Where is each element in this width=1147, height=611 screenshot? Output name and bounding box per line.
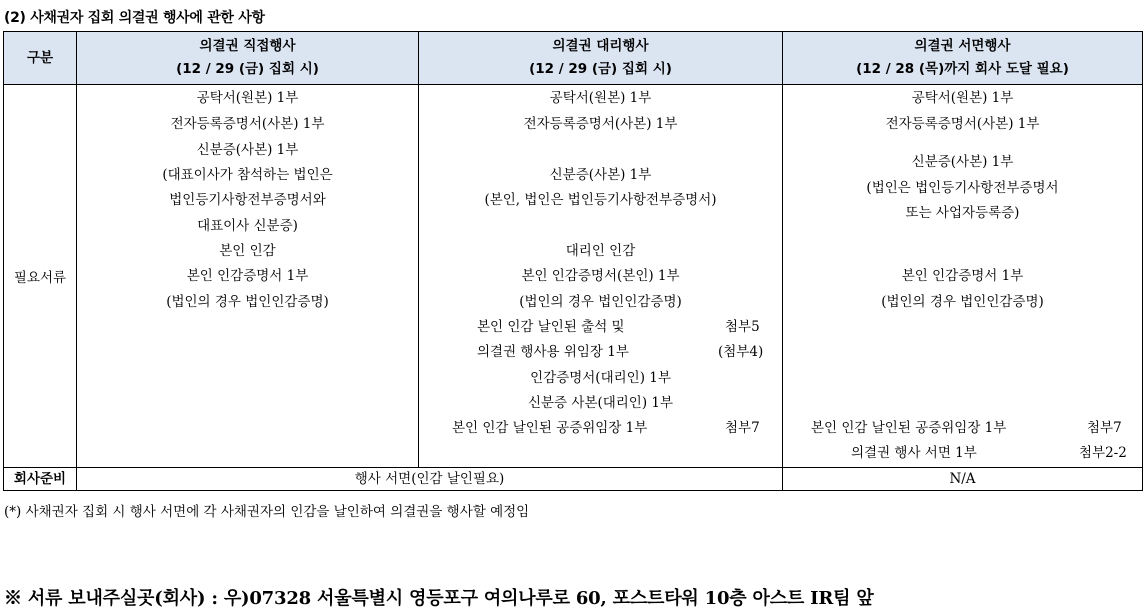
attachment-note: (첨부4): [718, 344, 764, 360]
header-written-date: (12 / 28 (목)까지 회사 도달 필요): [856, 61, 1069, 77]
header-direct-title: 의결권 직접행사: [199, 38, 296, 54]
doc-line: 인감증명서(대리인) 1부: [530, 370, 671, 386]
doc-line: 공탁서(원본) 1부: [549, 90, 652, 106]
company-direct-proxy-value: 행사 서면(인감 날인필요): [77, 468, 783, 491]
company-written-value: N/A: [783, 468, 1143, 491]
section-title: (2) 사채권자 집회 의결권 행사에 관한 사항: [4, 10, 265, 26]
doc-line: 본인 인감 날인된 공증위임장 1부 첨부7: [419, 417, 782, 439]
header-direct: [77, 32, 419, 85]
header-written: [783, 32, 1143, 85]
doc-line: 대표이사 신분증): [197, 218, 298, 234]
doc-line: 본인 인감: [219, 243, 276, 259]
doc-line: (법인은 법인등기사항전부증명서: [866, 180, 1059, 196]
doc-line: 본인 인감증명서 1부: [186, 268, 309, 284]
required-docs-row: [4, 85, 1143, 468]
doc-line: (본인, 법인은 법인등기사항전부증명서): [484, 192, 717, 208]
doc-line: 법인등기사항전부증명서와: [169, 192, 326, 208]
doc-line: 전자등록증명서(사본) 1부: [523, 116, 678, 132]
attachment-note: 첨부5: [725, 319, 760, 335]
voting-rights-table: [3, 31, 1143, 491]
attachment-note: 첨부7: [1087, 420, 1122, 436]
direct-docs-cell: [77, 85, 419, 468]
doc-line: 공탁서(원본) 1부: [911, 90, 1014, 106]
doc-line: 또는 사업자등록증): [905, 205, 1020, 221]
header-proxy-title: 의결권 대리행사: [552, 38, 649, 54]
doc-line: 본인 인감증명서 1부: [901, 268, 1024, 284]
doc-line: 본인 인감증명서(본인) 1부: [521, 268, 680, 284]
doc-line: (법인의 경우 법인인감증명): [519, 294, 682, 310]
header-gubun: 구분: [4, 32, 77, 85]
doc-line: 신분증 사본(대리인) 1부: [527, 395, 674, 411]
required-docs-label: 필요서류: [4, 85, 77, 468]
doc-line: 신분증(사본) 1부: [549, 167, 652, 183]
doc-line: 대리인 인감: [565, 243, 636, 259]
doc-line: 본인 인감 날인된 공증위임장 1부 첨부7: [783, 417, 1142, 439]
header-proxy-date: (12 / 29 (금) 집회 시): [529, 61, 672, 77]
company-row: [4, 468, 1143, 491]
attachment-note: 첨부2-2: [1079, 445, 1127, 461]
attachment-note: 첨부7: [725, 420, 760, 436]
header-proxy: [419, 32, 783, 85]
doc-line: (법인의 경우 법인인감증명): [881, 294, 1044, 310]
doc-line: 의결권 행사 서면 1부 첨부2-2: [783, 442, 1142, 464]
header-direct-date: (12 / 29 (금) 집회 시): [176, 61, 319, 77]
company-label: 회사준비: [4, 468, 77, 491]
mailing-address: ※ 서류 보내주실곳(회사) : 우)07328 서울특별시 영등포구 여의나루로 60, 포스트타워 10층 아스트 IR팀 앞: [4, 588, 874, 609]
doc-line: 신분증(사본) 1부: [196, 142, 299, 158]
footnote: (*) 사채권자 집회 시 행사 서면에 각 사채권자의 인감을 날인하여 의결권을 행사할 예정임: [4, 504, 530, 520]
header-row: [4, 32, 1143, 85]
doc-line: 공탁서(원본) 1부: [196, 90, 299, 106]
doc-line: (법인의 경우 법인인감증명): [166, 294, 329, 310]
doc-line: 전자등록증명서(사본) 1부: [170, 116, 325, 132]
doc-line: 전자등록증명서(사본) 1부: [885, 116, 1040, 132]
doc-line: 본인 인감 날인된 출석 및 첨부5: [419, 316, 782, 338]
header-written-title: 의결권 서면행사: [914, 38, 1011, 54]
doc-line: 의결권 행사용 위임장 1부 (첨부4): [419, 341, 782, 363]
doc-line: (대표이사가 참석하는 법인은: [162, 167, 333, 183]
doc-line: 신분증(사본) 1부: [911, 154, 1014, 170]
proxy-docs-cell: [419, 85, 783, 468]
written-docs-cell: [783, 85, 1143, 468]
